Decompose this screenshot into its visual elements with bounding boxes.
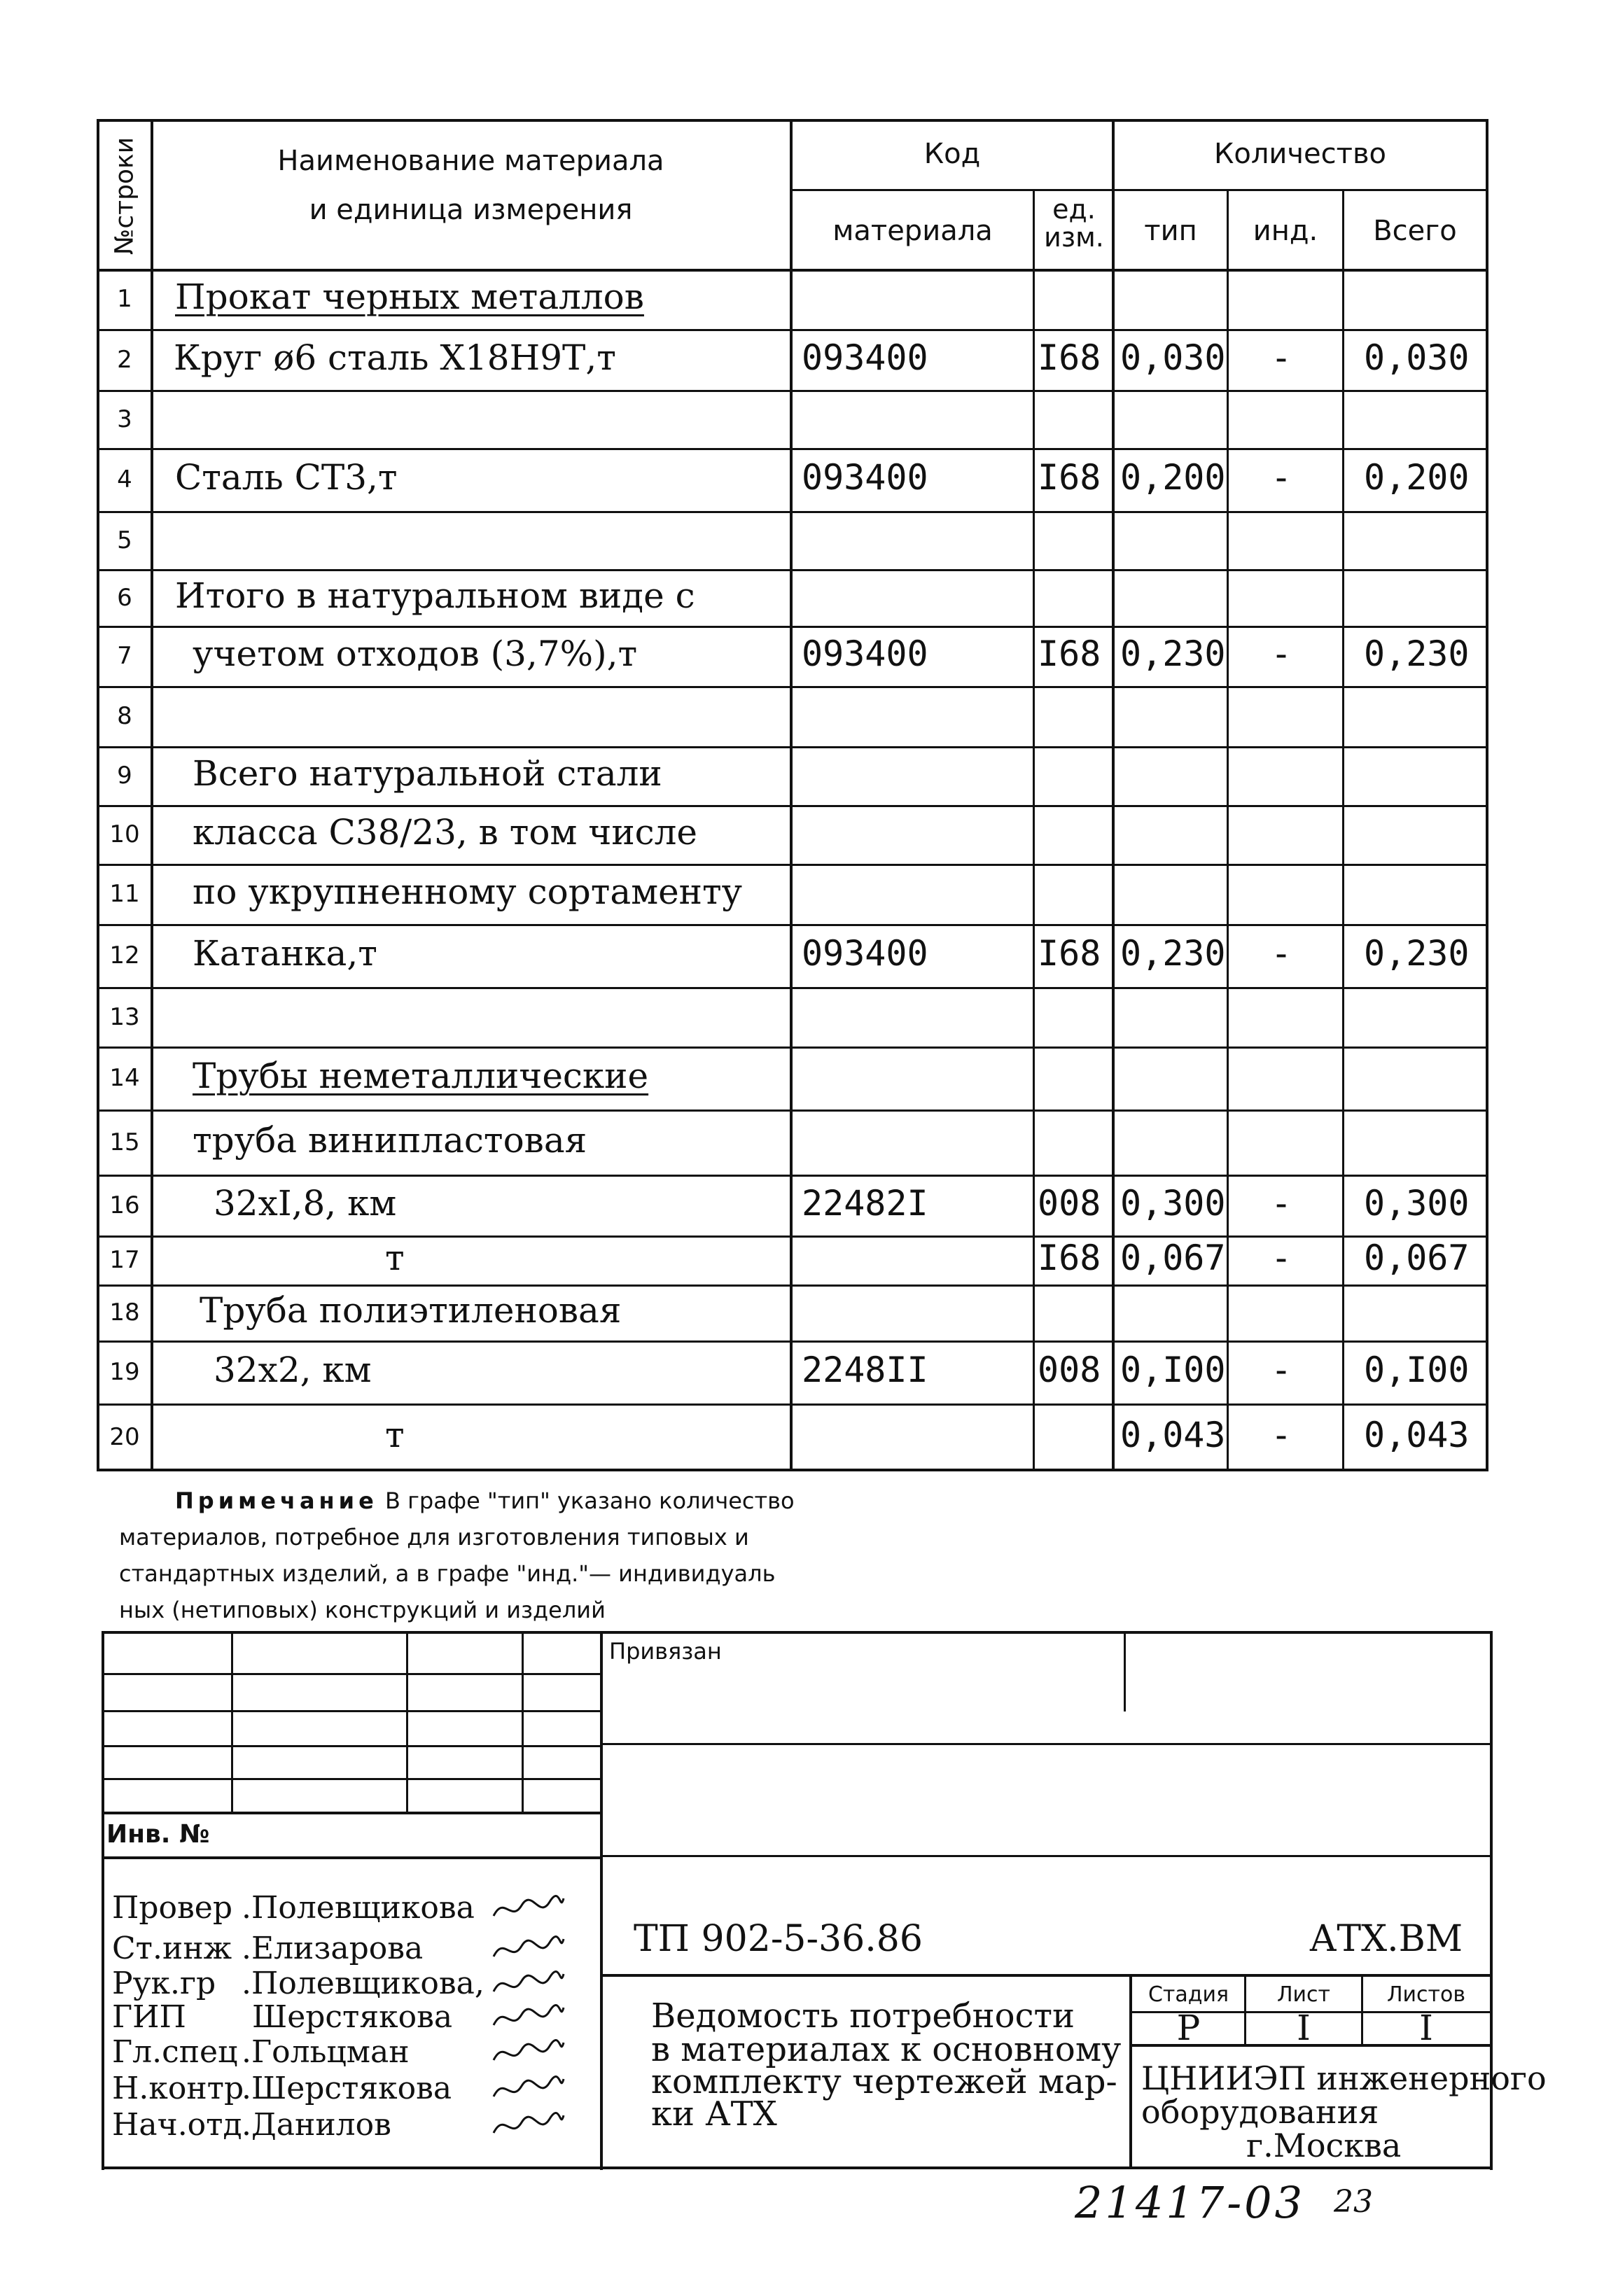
table-row xyxy=(0,569,1597,626)
org-line2: оборудования xyxy=(1141,2093,1379,2131)
row-name: 32хI,8, км xyxy=(214,1182,397,1224)
signature-scribble xyxy=(490,2036,567,2071)
row-total: 0,230 xyxy=(1364,933,1470,974)
page-number: 23 xyxy=(1334,2184,1373,2220)
quantity-total-header: Всего xyxy=(1373,215,1457,247)
table-row xyxy=(0,269,1597,329)
row-number: 7 xyxy=(117,642,132,670)
name-header-line1: Наименование материала xyxy=(277,145,664,177)
row-unit: I68 xyxy=(1038,457,1101,498)
row-unit: I68 xyxy=(1038,634,1101,674)
row-ind: - xyxy=(1271,1238,1292,1278)
table-row xyxy=(0,924,1597,987)
row-number: 16 xyxy=(109,1191,140,1219)
table-row xyxy=(0,864,1597,924)
signer-name: .Полевщикова xyxy=(242,1890,475,1926)
inv-no-label: Инв. № xyxy=(106,1820,210,1849)
row-ind: - xyxy=(1271,933,1292,974)
table-row xyxy=(0,686,1597,746)
signature-scribble xyxy=(490,2001,567,2036)
quantity-ind-header: инд. xyxy=(1253,215,1318,247)
row-ind: - xyxy=(1271,1350,1292,1390)
row-total: 0,043 xyxy=(1364,1414,1470,1455)
org-line1: ЦНИИЭП инженерного xyxy=(1141,2059,1547,2097)
signature-scribble xyxy=(490,2108,567,2143)
table-row xyxy=(0,1236,1597,1284)
stage-value: Р xyxy=(1176,2008,1201,2048)
row-type: 0,030 xyxy=(1120,337,1226,378)
sheets-value: I xyxy=(1419,2008,1433,2048)
row-ind: - xyxy=(1271,1414,1292,1455)
row-total: 0,230 xyxy=(1364,634,1470,674)
row-number: 3 xyxy=(117,405,132,433)
doc-title-line2: в материалах к основному xyxy=(651,2030,1122,2069)
signer-name: .Полевщикова, xyxy=(242,1966,484,2001)
doc-title-line3: комплекту чертежей мар- xyxy=(651,2062,1117,2101)
row-unit: 008 xyxy=(1038,1182,1101,1224)
code-unit-header: ед. изм. xyxy=(1044,194,1104,253)
note-line4: ных (нетиповых) конструкций и изделий xyxy=(119,1597,606,1623)
row-name: Сталь СТ3,т xyxy=(175,457,398,498)
row-number: 2 xyxy=(117,345,132,374)
row-total: 0,030 xyxy=(1364,337,1470,378)
document-mark: АТХ.ВМ xyxy=(1309,1918,1463,1960)
row-ind: - xyxy=(1271,634,1292,674)
signature-scribble xyxy=(490,1932,567,1967)
row-name: учетом отходов (3,7%),т xyxy=(193,634,638,674)
signer-role: Нач.отд xyxy=(112,2107,242,2143)
row-type: 0,300 xyxy=(1120,1182,1226,1224)
row-name: Всего натуральной стали xyxy=(193,753,662,794)
row-unit: 008 xyxy=(1038,1350,1101,1390)
row-unit: I68 xyxy=(1038,933,1101,974)
row-name: 32х2, км xyxy=(214,1350,372,1390)
table-row xyxy=(0,1046,1597,1110)
row-number-header: №строки xyxy=(110,136,139,255)
row-type: 0,230 xyxy=(1120,634,1226,674)
row-code: 093400 xyxy=(802,337,928,378)
table-row xyxy=(0,1175,1597,1236)
archive-number: 21417-03 xyxy=(1075,2177,1306,2228)
row-code: 2248II xyxy=(802,1350,928,1390)
row-number: 19 xyxy=(109,1358,140,1386)
row-code: 093400 xyxy=(802,634,928,674)
note-line3: стандартных изделий, а в графе "инд."— индивидуаль xyxy=(119,1560,776,1587)
stage-header: Стадия xyxy=(1148,1982,1229,2007)
row-name: т xyxy=(385,1414,405,1455)
signer-name: .Данилов xyxy=(242,2107,391,2143)
note-line1: В графе "тип" указано количество xyxy=(384,1488,795,1514)
row-unit: I68 xyxy=(1038,337,1101,378)
sheets-header: Листов xyxy=(1386,1982,1466,2007)
row-ind: - xyxy=(1271,1182,1292,1224)
code-header: Код xyxy=(923,138,981,170)
table-row xyxy=(0,390,1597,448)
quantity-type-header: тип xyxy=(1144,215,1197,247)
row-number: 14 xyxy=(109,1064,140,1092)
row-ind: - xyxy=(1271,457,1292,498)
name-header-line2: и единица измерения xyxy=(309,194,633,226)
signer-role: ГИП xyxy=(112,1999,186,2035)
signer-role: Гл.спец xyxy=(112,2034,238,2070)
row-type: 0,I00 xyxy=(1120,1350,1226,1390)
row-name: класса С38/23, в том числе xyxy=(193,812,697,853)
row-ind: - xyxy=(1271,337,1292,378)
row-number: 11 xyxy=(109,880,140,908)
row-number: 18 xyxy=(109,1298,140,1326)
row-number: 6 xyxy=(117,583,132,612)
row-number: 17 xyxy=(109,1246,140,1274)
doc-title-line1: Ведомость потребности xyxy=(651,1996,1075,2036)
doc-title-line4: ки АТХ xyxy=(651,2094,777,2134)
row-number: 20 xyxy=(109,1422,140,1451)
row-name: т xyxy=(385,1238,405,1278)
note-line2: материалов, потребное для изготовления типовых и xyxy=(119,1524,749,1550)
table-row xyxy=(0,448,1597,511)
quantity-header: Количество xyxy=(1213,138,1386,170)
row-total: 0,067 xyxy=(1364,1238,1470,1278)
row-number: 8 xyxy=(117,702,132,730)
row-name: Прокат черных металлов xyxy=(175,276,644,317)
table-row xyxy=(0,511,1597,569)
signature-scribble xyxy=(490,1967,567,2002)
signer-role: Провер xyxy=(112,1890,233,1926)
doc-code: ТП 902-5-36.86 xyxy=(634,1918,923,1960)
note xyxy=(119,1483,931,1628)
table-row xyxy=(0,1404,1597,1470)
table-row xyxy=(0,1340,1597,1404)
table-row xyxy=(0,805,1597,864)
table-row xyxy=(0,626,1597,686)
row-code: 22482I xyxy=(802,1182,928,1224)
signer-role: Рук.гр xyxy=(112,1966,216,2001)
row-type: 0,043 xyxy=(1120,1414,1226,1455)
row-unit: I68 xyxy=(1038,1238,1101,1278)
row-number: 15 xyxy=(109,1128,140,1156)
row-name: по укрупненному сортаменту xyxy=(193,872,743,912)
sheet-value: I xyxy=(1297,2008,1311,2048)
row-name: Трубы неметаллические xyxy=(193,1056,649,1096)
table-row xyxy=(0,329,1597,390)
privyazan-label: Привязан xyxy=(609,1638,722,1665)
signer-name: .Шерстякова xyxy=(242,2071,452,2106)
row-type: 0,067 xyxy=(1120,1238,1226,1278)
row-total: 0,300 xyxy=(1364,1182,1470,1224)
row-number: 13 xyxy=(109,1002,140,1031)
row-type: 0,200 xyxy=(1120,457,1226,498)
row-code: 093400 xyxy=(802,457,928,498)
signer-role: Н.контр xyxy=(112,2071,244,2106)
sheet-header: Лист xyxy=(1276,1982,1331,2007)
table-row xyxy=(0,746,1597,805)
code-material-header: материала xyxy=(832,215,993,247)
signer-name: .Елизарова xyxy=(242,1931,424,1966)
row-total: 0,I00 xyxy=(1364,1350,1470,1390)
signature-scribble xyxy=(490,2072,567,2107)
row-name: Круг ø6 сталь Х18Н9Т,т xyxy=(174,337,616,378)
row-total: 0,200 xyxy=(1364,457,1470,498)
table-row xyxy=(0,987,1597,1046)
row-name: Катанка,т xyxy=(193,933,377,974)
row-number: 4 xyxy=(117,465,132,493)
row-name: Труба полиэтиленовая xyxy=(200,1290,622,1331)
note-lead: Примечание xyxy=(175,1488,378,1514)
table-row xyxy=(0,1284,1597,1340)
row-number: 1 xyxy=(117,285,132,313)
org-line3: г.Москва xyxy=(1246,2127,1402,2164)
row-name: труба винипластовая xyxy=(193,1119,587,1161)
table-row xyxy=(0,1110,1597,1175)
row-number: 10 xyxy=(109,820,140,848)
row-code: 093400 xyxy=(802,933,928,974)
signer-name: .Гольцман xyxy=(242,2034,410,2070)
row-number: 5 xyxy=(117,526,132,554)
signer-role: Ст.инж xyxy=(112,1931,232,1966)
row-name: Итого в натуральном виде с xyxy=(175,575,695,616)
row-number: 12 xyxy=(109,941,140,969)
row-number: 9 xyxy=(117,762,132,790)
signer-name: Шерстякова xyxy=(252,1999,453,2035)
row-type: 0,230 xyxy=(1120,933,1226,974)
signature-scribble xyxy=(490,1891,567,1926)
